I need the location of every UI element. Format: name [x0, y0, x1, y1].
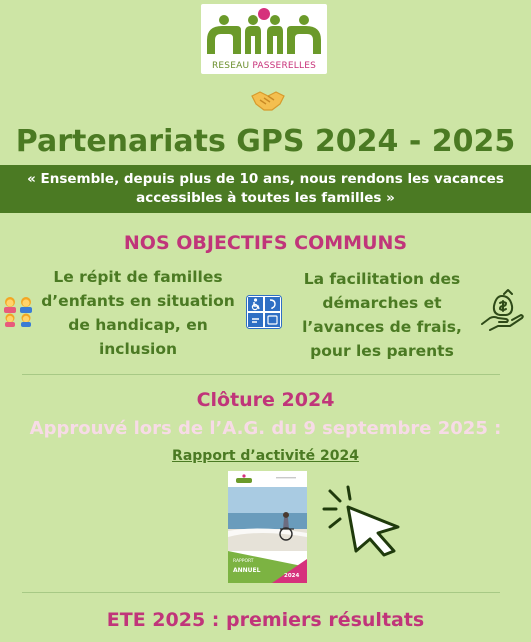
click-cursor-icon: [318, 485, 410, 557]
reseau-passerelles-logo: [201, 4, 327, 74]
report-cover-year: 2024: [284, 573, 300, 579]
page-title: Partenariats GPS 2024 - 2025: [15, 124, 516, 159]
section-divider: [22, 374, 500, 375]
quote-banner: [0, 165, 531, 213]
handshake-icon: [250, 86, 286, 114]
objectives-title: NOS OBJECTIFS COMMUNS: [123, 232, 408, 254]
summer-results-title: ETE 2025 : premiers résultats: [106, 609, 425, 631]
money-hand-icon: [480, 288, 526, 334]
quote-text: « Ensemble, depuis plus de 10 ans, nous rendons les vacances accessibles à toutes les familles »: [27, 171, 504, 206]
objective-respite-text: Le répit de familles d’enfants en situation de handicap, en inclusion: [41, 268, 235, 358]
logo-text-part2: PASSERELLES: [252, 61, 317, 71]
activity-report-cover[interactable]: [228, 471, 307, 583]
report-cover-label: RAPPORT: [233, 559, 254, 564]
activity-report-link[interactable]: Rapport d’activité 2024: [172, 448, 359, 464]
section-divider: [22, 592, 500, 593]
closure-title: Clôture 2024: [196, 389, 335, 411]
accessibility-icon: [246, 295, 282, 329]
families-icon: [1, 294, 35, 328]
report-cover-title: ANNUEL: [233, 567, 261, 574]
logo-text-part1: RESEAU: [211, 61, 253, 71]
objective-facilitation-text: La facilitation des démarches et l’avances de frais, pour les parents: [302, 270, 462, 360]
approval-text: Approuvé lors de l’A.G. du 9 septembre 2025 :: [29, 418, 502, 439]
